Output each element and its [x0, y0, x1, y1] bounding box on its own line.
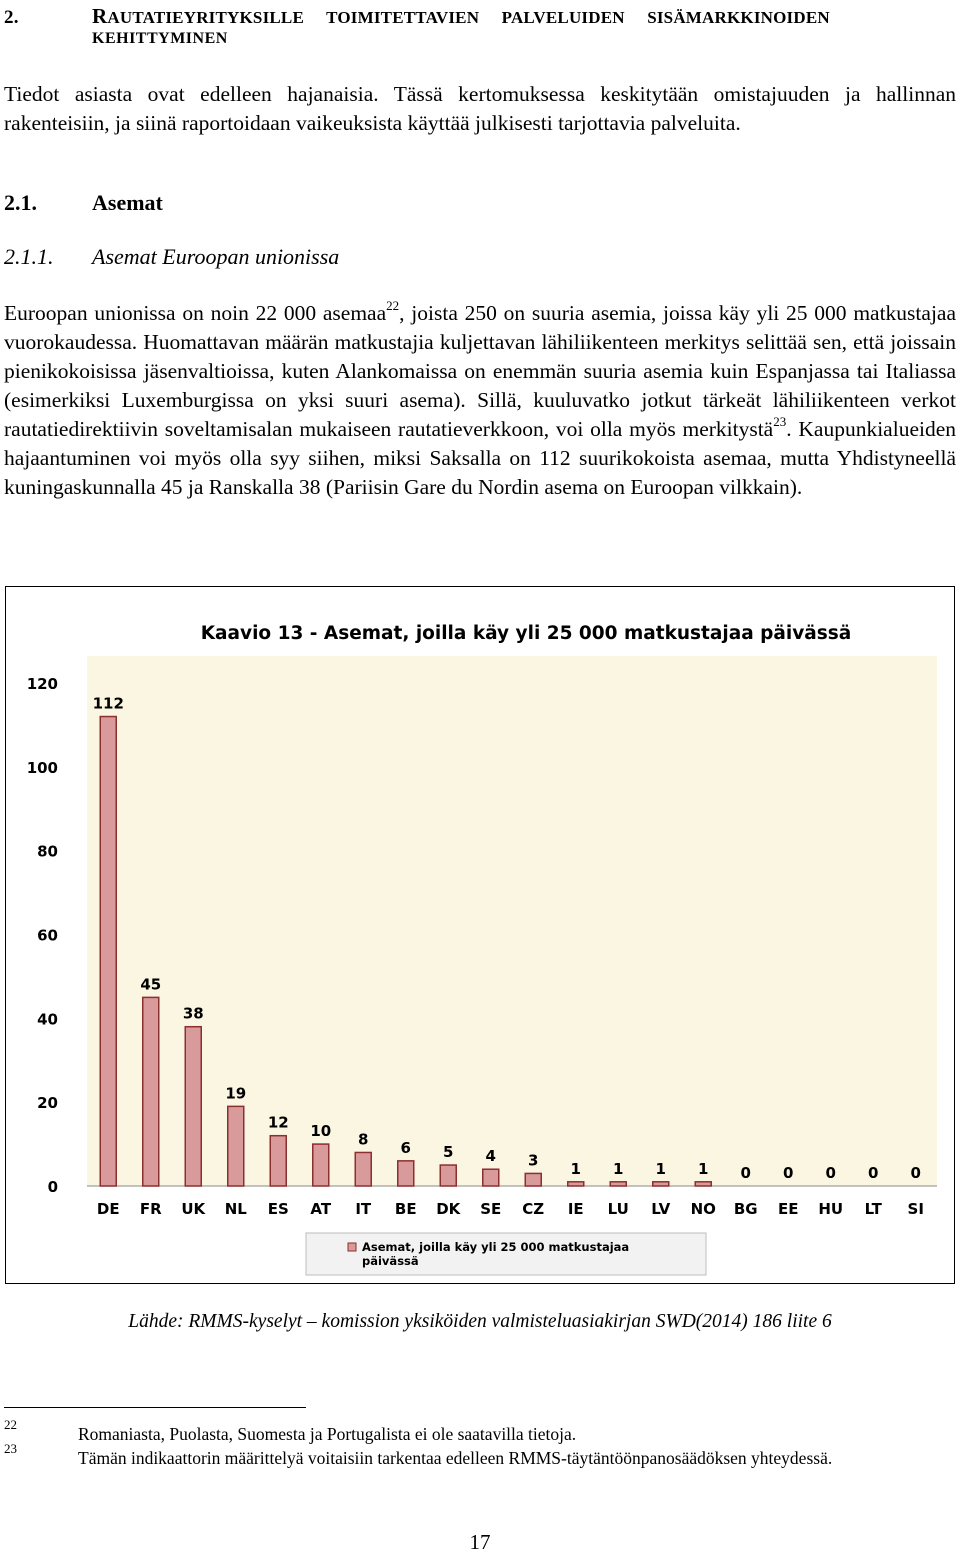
- x-tick-label-se: SE: [480, 1200, 502, 1218]
- bar-se: [483, 1169, 499, 1186]
- y-tick-label: 120: [26, 675, 58, 693]
- body-text-part3: . Kaupunkialueiden hajaantuminen voi myös olla syy siihen, miksi Saksalla on 112 suurikokoista asemaa, mutta Yhdistyneellä kuningaskunnalla 45 ja Ranskalla 38 (Pariisin Gare du Nordin asema on Euroopan vilkkain).: [4, 417, 956, 499]
- x-tick-label-lv: LV: [651, 1200, 671, 1218]
- x-tick-label-be: BE: [394, 1200, 417, 1218]
- body-paragraph: [4, 299, 956, 502]
- y-tick-label: 80: [37, 842, 58, 861]
- footnote-ref-22[interactable]: 22: [386, 297, 400, 313]
- legend: [306, 1233, 706, 1275]
- footnote-text-22: Romaniasta, Puolasta, Suomesta ja Portugalista ei ole saatavilla tietoja.: [78, 1424, 577, 1444]
- data-label-nl: 19: [225, 1084, 247, 1103]
- x-tick-label-lt: LT: [864, 1200, 882, 1218]
- bar-no: [695, 1182, 711, 1186]
- section-title-line2: KEHITTYMINEN: [92, 30, 228, 47]
- intro-paragraph: Tiedot asiasta ovat edelleen hajanaisia. Tässä kertomuksessa keskitytään omistajuuden ja hallinnan rakenteisiin, ja siinä raportoidaan vaikeuksista käyttää julkisesti tarjottavia palveluita.: [4, 82, 956, 135]
- subsubsection-title: Asemat Euroopan unionissa: [92, 244, 340, 269]
- data-label-at: 10: [310, 1122, 332, 1141]
- x-tick-label-at: AT: [310, 1200, 332, 1218]
- y-tick-label: 100: [26, 758, 58, 777]
- footnote-ref-23[interactable]: 23: [773, 413, 787, 429]
- bar-es: [270, 1136, 286, 1186]
- bar-ie: [568, 1182, 584, 1186]
- data-label-bg: 0: [740, 1164, 751, 1182]
- y-tick-label: 60: [37, 926, 58, 945]
- y-tick-label: 40: [37, 1010, 58, 1029]
- legend-label-line1: Asemat, joilla käy yli 25 000 matkustajaa: [362, 1240, 630, 1254]
- bar-cz: [525, 1173, 541, 1186]
- legend-swatch: [348, 1243, 356, 1251]
- footnote-text-23: Tämän indikaattorin määrittelyä voitaisiin tarkentaa edelleen RMMS-täytäntöönpanosäädöksen yhteydessä.: [78, 1448, 833, 1468]
- x-tick-label-hu: HU: [818, 1200, 844, 1218]
- x-tick-label-uk: UK: [181, 1200, 206, 1218]
- x-tick-label-nl: NL: [224, 1200, 247, 1218]
- subsubsection-heading: [4, 244, 339, 270]
- x-tick-label-fr: FR: [139, 1200, 162, 1218]
- x-tick-label-dk: DK: [436, 1200, 461, 1218]
- y-tick-label: 0: [47, 1178, 58, 1196]
- x-tick-label-ie: IE: [567, 1200, 584, 1218]
- data-label-ie: 1: [570, 1159, 581, 1178]
- bar-uk: [185, 1027, 201, 1186]
- bar-it: [355, 1152, 371, 1186]
- data-label-de: 112: [92, 694, 124, 713]
- body-text-part2: , joista 250 on suuria asemia, joissa käy yli 25 000 matkustajaa vuorokaudessa. Huomattavan määrän matkustajia kuljettavan lähiliikenteen merkitys selittää sen, että joissain pienikokoisissa jäsenvaltioissa, kuten Alankomaissa on enemmän suuria asemia kuin Espanjassa tai Italiassa (esimerkiksi Luxemburgissa on yksi suuri asema). Sillä, kuuluvatko jotkut tärkeät lähiliikenteen verkot rautatiedirektiivin soveltamisalan mukaiseen rautatieverkkoon, voi olla myös merkitystä: [4, 301, 957, 441]
- bar-dk: [440, 1165, 456, 1186]
- footnote-number-23: 23: [4, 1441, 17, 1456]
- data-label-be: 6: [400, 1138, 411, 1157]
- bar-nl: [228, 1106, 244, 1186]
- page-number: 17: [469, 1530, 491, 1554]
- x-tick-label-lu: LU: [607, 1200, 629, 1218]
- data-label-ee: 0: [783, 1164, 794, 1182]
- legend-label-line2: päivässä: [362, 1254, 419, 1268]
- data-label-si: 0: [910, 1164, 921, 1182]
- data-label-no: 1: [698, 1159, 709, 1178]
- subsection-number: 2.1.: [4, 190, 37, 215]
- x-tick-label-es: ES: [267, 1200, 289, 1218]
- x-tick-label-it: IT: [355, 1200, 372, 1218]
- bar-chart: [6, 587, 954, 1283]
- data-label-lv: 1: [655, 1159, 666, 1178]
- bar-at: [313, 1144, 329, 1186]
- footnote-separator: [4, 1407, 306, 1408]
- footnote-number-22: 22: [4, 1417, 17, 1432]
- data-label-es: 12: [267, 1113, 289, 1132]
- data-label-hu: 0: [825, 1164, 836, 1182]
- section-title-line1: AUTATIEYRITYKSILLE TOIMITETTAVIEN PALVELUIDEN SISÄMARKKINOIDEN: [107, 8, 830, 27]
- x-axis-labels: [97, 1200, 924, 1218]
- chart-source: Lähde: RMMS-kyselyt – komission yksiköiden valmisteluasiakirjan SWD(2014) 186 liite 6: [128, 1311, 832, 1332]
- bar-lv: [653, 1182, 669, 1186]
- body-text-part1: Euroopan unionissa on noin 22 000 asemaa: [4, 301, 387, 325]
- x-tick-label-de: DE: [96, 1200, 120, 1218]
- bar-be: [398, 1161, 414, 1186]
- x-tick-label-no: NO: [690, 1200, 716, 1218]
- subsubsection-number: 2.1.1.: [4, 244, 54, 269]
- bar-de: [100, 717, 116, 1186]
- data-label-uk: 38: [182, 1004, 204, 1023]
- data-label-se: 4: [485, 1147, 496, 1166]
- subsection-title: Asemat: [92, 190, 163, 215]
- bar-fr: [143, 997, 159, 1186]
- data-label-fr: 45: [140, 975, 162, 994]
- subsection-heading: [4, 190, 163, 216]
- data-label-lt: 0: [868, 1164, 879, 1182]
- x-tick-label-cz: CZ: [522, 1200, 545, 1218]
- section-title-initial: R: [92, 4, 108, 28]
- y-tick-label: 20: [37, 1094, 58, 1113]
- section-number: 2.: [4, 7, 19, 28]
- x-tick-label-bg: BG: [733, 1200, 758, 1218]
- chart-title: Kaavio 13 - Asemat, joilla käy yli 25 000 matkustajaa päivässä: [200, 623, 852, 644]
- data-label-dk: 5: [443, 1143, 454, 1162]
- data-label-lu: 1: [613, 1159, 624, 1178]
- data-label-cz: 3: [528, 1151, 539, 1170]
- x-tick-label-si: SI: [907, 1200, 924, 1218]
- bar-lu: [610, 1182, 626, 1186]
- x-tick-label-ee: EE: [778, 1200, 799, 1218]
- chart-frame: [5, 586, 955, 1284]
- y-axis-ticks: [27, 675, 58, 1196]
- plot-area: [87, 656, 937, 1186]
- data-label-it: 8: [358, 1130, 369, 1149]
- section-heading: [4, 2, 956, 32]
